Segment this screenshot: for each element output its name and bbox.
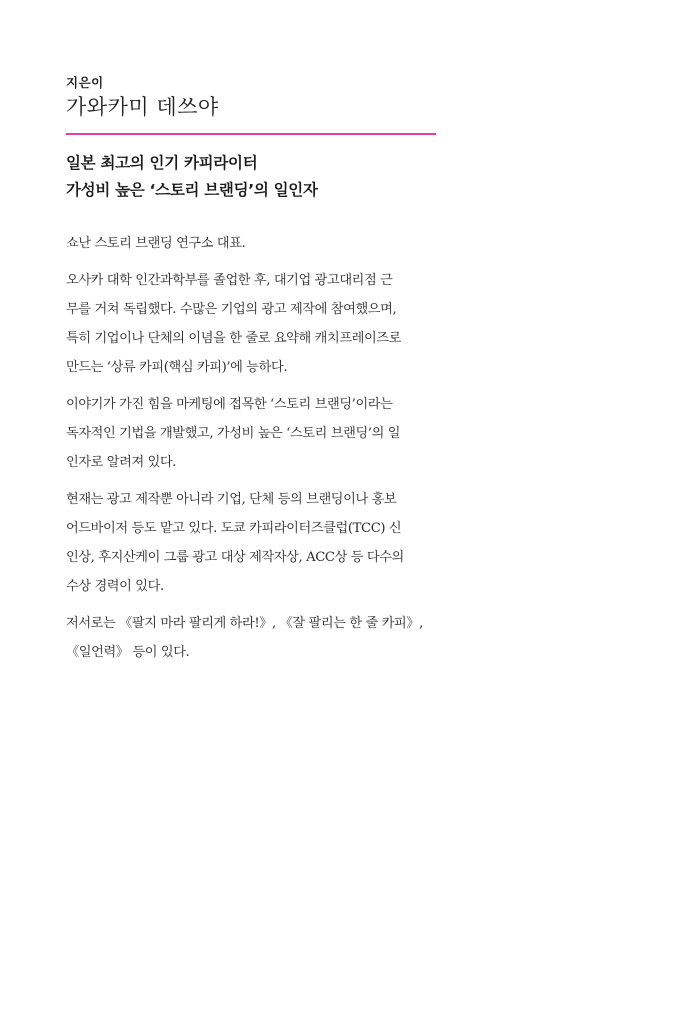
bio-line: 인자로 알려져 있다. <box>66 455 177 470</box>
tagline-line: 가성비 높은 ‘스토리 브랜딩’의 일인자 <box>66 181 318 199</box>
divider-line <box>66 133 436 135</box>
bio-line: 특히 기업이나 단체의 이념을 한 줄로 요약해 캐치프레이즈로 <box>66 331 402 346</box>
author-name: 가와카미 데쓰야 <box>66 95 219 119</box>
bio-paragraph <box>66 485 436 601</box>
bio-line: 독자적인 기법을 개발했고, 가성비 높은 ‘스토리 브랜딩’의 일 <box>66 426 401 441</box>
bio-line: 인상, 후지산케이 그룹 광고 대상 제작자상, ACC상 등 다수의 <box>66 550 404 565</box>
bio-paragraph <box>66 390 436 477</box>
author-bio <box>66 229 436 675</box>
bio-line: 현재는 광고 제작뿐 아니라 기업, 단체 등의 브랜딩이나 홍보 <box>66 492 397 507</box>
bio-line: 무를 거쳐 독립했다. 수많은 기업의 광고 제작에 참여했으며, <box>66 302 397 317</box>
author-tagline <box>66 150 318 204</box>
bio-line: 이야기가 가진 힘을 마케팅에 접목한 ‘스토리 브랜딩’이라는 <box>66 397 393 412</box>
bio-paragraph <box>66 609 436 667</box>
author-label: 지은이 <box>66 75 104 90</box>
bio-line: 쇼난 스토리 브랜딩 연구소 대표. <box>66 236 246 251</box>
bio-paragraph <box>66 229 436 258</box>
bio-paragraph <box>66 266 436 382</box>
bio-line: 만드는 ‘상류 카피(핵심 카피)’에 능하다. <box>66 360 288 375</box>
tagline-line: 일본 최고의 인기 카피라이터 <box>66 154 258 172</box>
bio-line: 저서로는 《팔지 마라 팔리게 하라!》, 《잘 팔리는 한 줄 카피》, <box>66 616 423 631</box>
bio-line: 오사카 대학 인간과학부를 졸업한 후, 대기업 광고대리점 근 <box>66 273 393 288</box>
bio-line: 수상 경력이 있다. <box>66 579 164 594</box>
bio-line: 《일언력》 등이 있다. <box>66 645 190 660</box>
bio-line: 어드바이저 등도 맡고 있다. 도쿄 카피라이터즈클럽(TCC) 신 <box>66 521 402 536</box>
